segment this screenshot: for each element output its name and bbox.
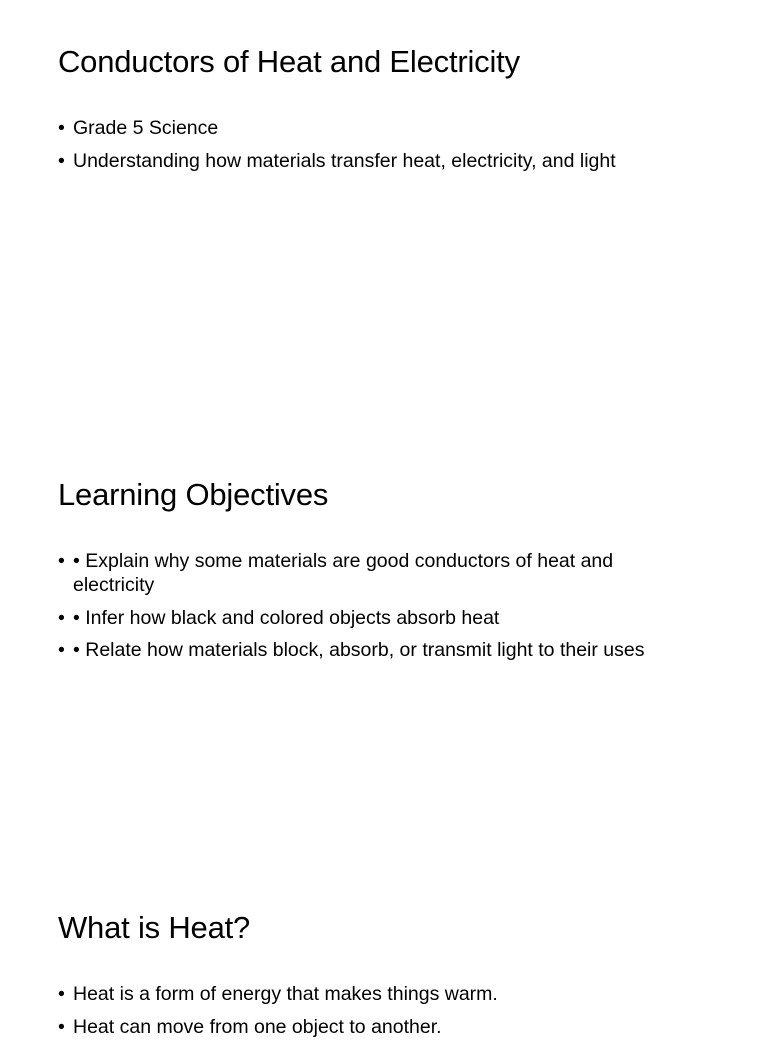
slide-title: Learning Objectives	[58, 477, 329, 512]
bullet-item	[58, 1015, 698, 1039]
bullet-text: Grade 5 Science	[73, 117, 219, 139]
bullet-list	[58, 982, 698, 1047]
bullet-glyph: •	[58, 639, 65, 661]
bullet-text: Heat can move from one object to another.	[73, 1015, 442, 1038]
bullet-text: • Infer how black and colored objects absorb heat	[73, 606, 500, 629]
slide-title: What is Heat?	[58, 910, 251, 945]
bullet-item	[58, 982, 698, 1006]
bullet-item	[58, 116, 698, 140]
bullet-item	[58, 549, 698, 597]
bullet-glyph: •	[58, 606, 65, 629]
bullet-text: Heat is a form of energy that makes things warm.	[73, 983, 498, 1005]
bullet-text: Understanding how materials transfer heat, electricity, and light	[73, 149, 616, 172]
bullet-glyph: •	[58, 149, 65, 172]
bullet-text: • Relate how materials block, absorb, or transmit light to their uses	[73, 639, 645, 661]
bullet-list	[58, 116, 698, 181]
bullet-glyph: •	[58, 550, 65, 572]
bullet-item	[58, 149, 698, 173]
bullet-item	[58, 638, 698, 662]
bullet-glyph: •	[58, 117, 65, 139]
bullet-text: • Explain why some materials are good conductors of heat and electricity	[73, 550, 614, 596]
bullet-list	[58, 549, 698, 671]
slide-title: Conductors of Heat and Electricity	[58, 44, 520, 79]
bullet-glyph: •	[58, 1015, 65, 1038]
bullet-item	[58, 606, 698, 630]
bullet-glyph: •	[58, 983, 65, 1005]
